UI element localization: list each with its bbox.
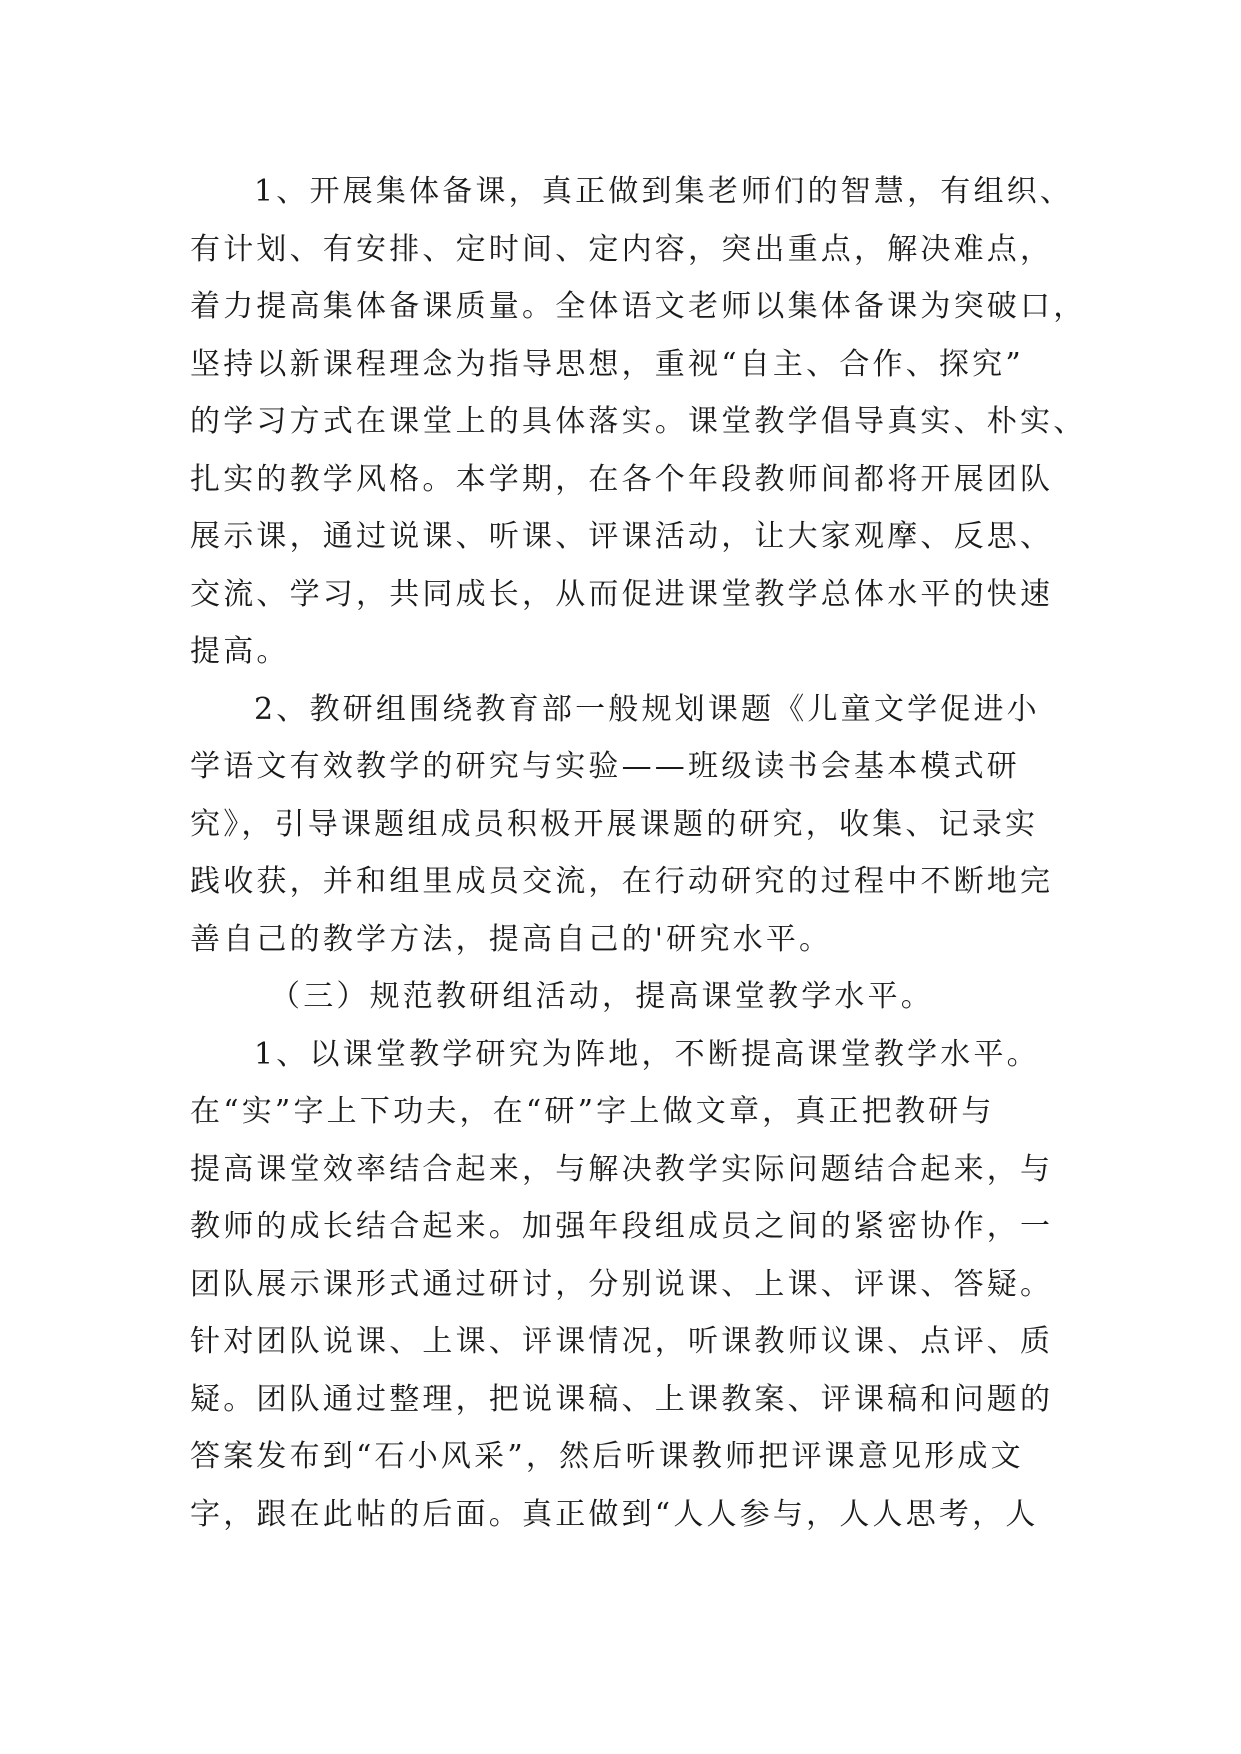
paragraph-3-line-6: 针对团队说课、上课、评课情况，听课教师议课、点评、质 (190, 1324, 1054, 1359)
paragraph-2-line-5: 善自己的教学方法，提高自己的'研究水平。 (190, 921, 833, 957)
section-heading: （三）规范教研组活动，提高课堂教学水平。 (270, 979, 934, 1014)
paragraph-1-line-6: 扎实的教学风格。本学期，在各个年段教师间都将开展团队 (190, 461, 1054, 497)
paragraph-3-line-4: 教师的成长结合起来。加强年段组成员之间的紧密协作，一 (190, 1209, 1054, 1244)
paragraph-3-line-3: 提高课堂效率结合起来，与解决教学实际问题结合起来，与 (190, 1151, 1054, 1187)
paragraph-3-line-2: 在“实”字上下功夫，在“研”字上做文章，真正把教研与 (190, 1094, 995, 1129)
paragraph-1-line-1: 1、开展集体备课，真正做到集老师们的智慧，有组织、 (254, 174, 1074, 209)
paragraph-2-line-4: 践收获，并和组里成员交流，在行动研究的过程中不断地完 (190, 864, 1054, 899)
paragraph-1-line-3: 着力提高集体备课质量。全体语文老师以集体备课为突破口， (190, 289, 1087, 324)
paragraph-2-line-3: 究》，引导课题组成员积极开展课题的研究，收集、记录实 (190, 806, 1039, 842)
paragraph-3-line-5: 团队展示课形式通过研讨，分别说课、上课、评课、答疑。 (190, 1266, 1054, 1302)
paragraph-2-line-1: 2、教研组围绕教育部一般规划课题《儿童文学促进小 (254, 691, 1040, 727)
paragraph-1-line-2: 有计划、有安排、定时间、定内容，突出重点，解决难点， (190, 231, 1054, 267)
paragraph-1-line-5: 的学习方式在课堂上的具体落实。课堂教学倡导真实、朴实、 (190, 404, 1087, 439)
paragraph-1-line-7: 展示课，通过说课、听课、评课活动，让大家观摩、反思、 (190, 519, 1054, 554)
paragraph-3-line-9: 字，跟在此帖的后面。真正做到“人人参与，人人思考，人 (190, 1496, 1039, 1532)
paragraph-3-line-1: 1、以课堂教学研究为阵地，不断提高课堂教学水平。 (254, 1036, 1040, 1072)
paragraph-3-line-8: 答案发布到“石小风采”，然后听课教师把评课意见形成文 (190, 1439, 1024, 1474)
paragraph-1-line-8: 交流、学习，共同成长，从而促进课堂教学总体水平的快速 (190, 576, 1054, 612)
paragraph-1-line-9: 提高。 (190, 634, 290, 669)
paragraph-2-line-2: 学语文有效教学的研究与实验——班级读书会基本模式研 (190, 749, 1020, 784)
paragraph-1-line-4: 坚持以新课程理念为指导思想，重视“自主、合作、探究” (190, 346, 1024, 382)
paragraph-3-line-7: 疑。团队通过整理，把说课稿、上课教案、评课稿和问题的 (190, 1381, 1054, 1417)
document-body (190, 163, 1090, 1543)
